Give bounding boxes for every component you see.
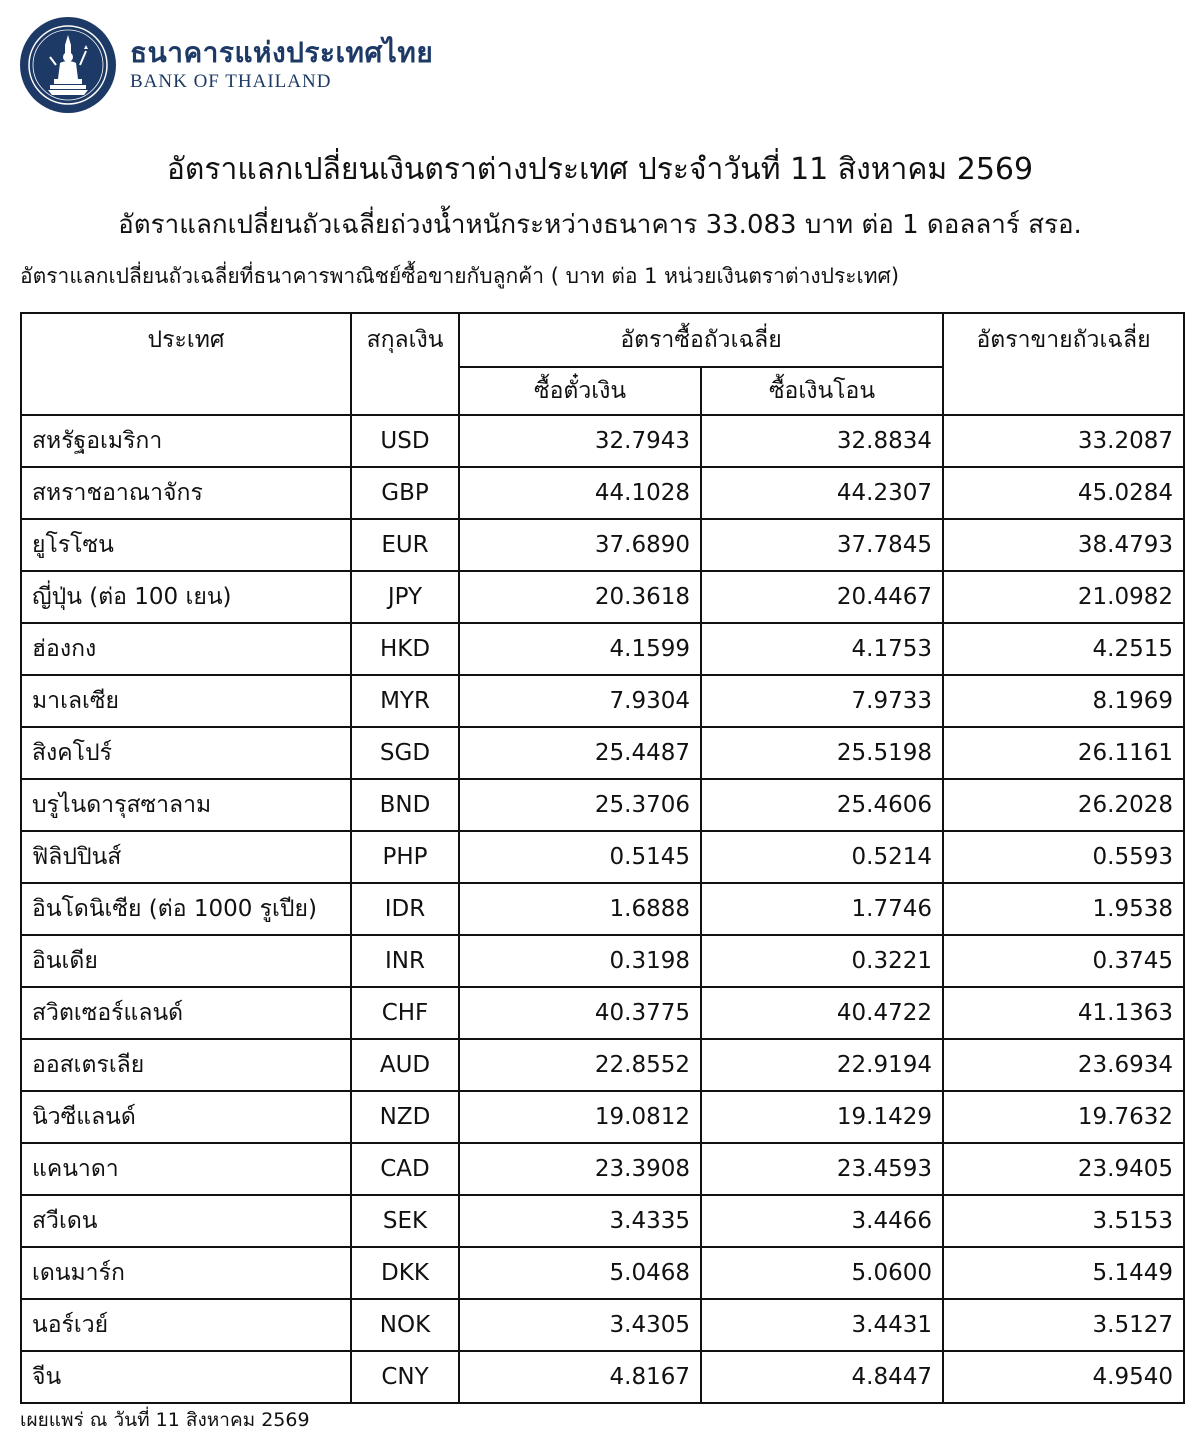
buy-transfer-cell: 0.3221 [701, 935, 943, 987]
buy-notes-cell: 4.1599 [459, 623, 701, 675]
sell-rate-cell: 41.1363 [943, 987, 1184, 1039]
published-date: เผยแพร่ ณ วันที่ 11 สิงหาคม 2569 [20, 1409, 310, 1431]
table-row [21, 883, 1184, 935]
table-row [21, 675, 1184, 727]
buy-transfer-cell: 3.4466 [701, 1195, 943, 1247]
sell-rate-cell: 8.1969 [943, 675, 1184, 727]
buy-transfer-cell: 20.4467 [701, 571, 943, 623]
sell-rate-cell: 26.2028 [943, 779, 1184, 831]
sell-rate-cell: 45.0284 [943, 467, 1184, 519]
currency-code-cell: CNY [351, 1351, 459, 1403]
currency-code-cell: AUD [351, 1039, 459, 1091]
buy-transfer-cell: 3.4431 [701, 1299, 943, 1351]
currency-code-cell: USD [351, 415, 459, 467]
table-row [21, 1091, 1184, 1143]
buy-notes-cell: 3.4305 [459, 1299, 701, 1351]
table-row [21, 831, 1184, 883]
table-row [21, 623, 1184, 675]
sell-rate-cell: 0.5593 [943, 831, 1184, 883]
buy-notes-cell: 19.0812 [459, 1091, 701, 1143]
buy-notes-cell: 20.3618 [459, 571, 701, 623]
table-row [21, 1247, 1184, 1299]
buy-notes-cell: 25.3706 [459, 779, 701, 831]
country-cell: ฟิลิปปินส์ [21, 831, 351, 883]
table-row [21, 779, 1184, 831]
header-currency: สกุลเงิน [351, 313, 459, 415]
table-row [21, 987, 1184, 1039]
table-note: อัตราแลกเปลี่ยนถัวเฉลี่ยที่ธนาคารพาณิชย์ซื้อขายกับลูกค้า ( บาท ต่อ 1 หน่วยเงินตราต่างประเทศ) [20, 264, 900, 288]
header-buying-average: อัตราซื้อถัวเฉลี่ย [459, 313, 943, 367]
buy-transfer-cell: 37.7845 [701, 519, 943, 571]
bank-name-english: BANK OF THAILAND [130, 71, 332, 92]
sell-rate-cell: 38.4793 [943, 519, 1184, 571]
buy-notes-cell: 0.3198 [459, 935, 701, 987]
currency-code-cell: CAD [351, 1143, 459, 1195]
country-cell: เดนมาร์ก [21, 1247, 351, 1299]
header-buying-notes: ซื้อตั๋วเงิน [459, 367, 701, 415]
bank-of-thailand-seal-icon [20, 17, 116, 113]
buy-notes-cell: 5.0468 [459, 1247, 701, 1299]
interbank-rate-subtitle: อัตราแลกเปลี่ยนถัวเฉลี่ยถ่วงน้ำหนักระหว่างธนาคาร 33.083 บาท ต่อ 1 ดอลลาร์ สรอ. [118, 210, 1082, 240]
currency-code-cell: SGD [351, 727, 459, 779]
sell-rate-cell: 0.3745 [943, 935, 1184, 987]
country-cell: ญี่ปุ่น (ต่อ 100 เยน) [21, 571, 351, 623]
table-row [21, 519, 1184, 571]
currency-code-cell: SEK [351, 1195, 459, 1247]
buy-notes-cell: 32.7943 [459, 415, 701, 467]
buy-transfer-cell: 22.9194 [701, 1039, 943, 1091]
buy-transfer-cell: 1.7746 [701, 883, 943, 935]
buy-transfer-cell: 19.1429 [701, 1091, 943, 1143]
currency-code-cell: JPY [351, 571, 459, 623]
buy-transfer-cell: 7.9733 [701, 675, 943, 727]
buy-notes-cell: 22.8552 [459, 1039, 701, 1091]
buy-notes-cell: 4.8167 [459, 1351, 701, 1403]
country-cell: สิงคโปร์ [21, 727, 351, 779]
table-row [21, 1195, 1184, 1247]
buy-notes-cell: 23.3908 [459, 1143, 701, 1195]
currency-code-cell: INR [351, 935, 459, 987]
buy-notes-cell: 0.5145 [459, 831, 701, 883]
buy-transfer-cell: 23.4593 [701, 1143, 943, 1195]
country-cell: มาเลเซีย [21, 675, 351, 727]
sell-rate-cell: 33.2087 [943, 415, 1184, 467]
currency-code-cell: CHF [351, 987, 459, 1039]
currency-code-cell: BND [351, 779, 459, 831]
buy-transfer-cell: 44.2307 [701, 467, 943, 519]
sell-rate-cell: 3.5153 [943, 1195, 1184, 1247]
table-row [21, 935, 1184, 987]
country-cell: สหราชอาณาจักร [21, 467, 351, 519]
header-country: ประเทศ [21, 313, 351, 415]
sell-rate-cell: 4.9540 [943, 1351, 1184, 1403]
country-cell: อินเดีย [21, 935, 351, 987]
buy-transfer-cell: 4.8447 [701, 1351, 943, 1403]
bank-names [130, 36, 433, 94]
country-cell: อินโดนิเซีย (ต่อ 1000 รูเปีย) [21, 883, 351, 935]
buy-notes-cell: 40.3775 [459, 987, 701, 1039]
country-cell: ออสเตรเลีย [21, 1039, 351, 1091]
buy-notes-cell: 7.9304 [459, 675, 701, 727]
header-selling-average: อัตราขายถัวเฉลี่ย [943, 313, 1184, 415]
sell-rate-cell: 1.9538 [943, 883, 1184, 935]
currency-code-cell: NOK [351, 1299, 459, 1351]
buy-transfer-cell: 32.8834 [701, 415, 943, 467]
country-cell: สหรัฐอเมริกา [21, 415, 351, 467]
country-cell: จีน [21, 1351, 351, 1403]
buy-transfer-cell: 5.0600 [701, 1247, 943, 1299]
country-cell: บรูไนดารุสซาลาม [21, 779, 351, 831]
buy-notes-cell: 44.1028 [459, 467, 701, 519]
exchange-rate-rows [21, 415, 1184, 1403]
country-cell: แคนาดา [21, 1143, 351, 1195]
page-title: อัตราแลกเปลี่ยนเงินตราต่างประเทศ ประจำวันที่ 11 สิงหาคม 2569 [166, 152, 1034, 187]
sell-rate-cell: 4.2515 [943, 623, 1184, 675]
table-row [21, 571, 1184, 623]
sell-rate-cell: 5.1449 [943, 1247, 1184, 1299]
buy-transfer-cell: 25.4606 [701, 779, 943, 831]
table-row [21, 467, 1184, 519]
buy-notes-cell: 37.6890 [459, 519, 701, 571]
table-row [21, 1143, 1184, 1195]
buy-transfer-cell: 0.5214 [701, 831, 943, 883]
currency-code-cell: PHP [351, 831, 459, 883]
country-cell: นิวซีแลนด์ [21, 1091, 351, 1143]
bank-name-thai: ธนาคารแห่งประเทศไทย [130, 36, 434, 69]
currency-code-cell: IDR [351, 883, 459, 935]
table-row [21, 727, 1184, 779]
sell-rate-cell: 19.7632 [943, 1091, 1184, 1143]
buy-transfer-cell: 25.5198 [701, 727, 943, 779]
currency-code-cell: MYR [351, 675, 459, 727]
table-row [21, 1039, 1184, 1091]
sell-rate-cell: 21.0982 [943, 571, 1184, 623]
sell-rate-cell: 26.1161 [943, 727, 1184, 779]
table-row [21, 415, 1184, 467]
buy-transfer-cell: 40.4722 [701, 987, 943, 1039]
table-row [21, 1351, 1184, 1403]
sell-rate-cell: 23.6934 [943, 1039, 1184, 1091]
currency-code-cell: DKK [351, 1247, 459, 1299]
country-cell: ฮ่องกง [21, 623, 351, 675]
buy-transfer-cell: 4.1753 [701, 623, 943, 675]
buy-notes-cell: 1.6888 [459, 883, 701, 935]
country-cell: สวิตเซอร์แลนด์ [21, 987, 351, 1039]
currency-code-cell: GBP [351, 467, 459, 519]
sell-rate-cell: 23.9405 [943, 1143, 1184, 1195]
header-buying-transfer: ซื้อเงินโอน [701, 367, 943, 415]
table-row [21, 1299, 1184, 1351]
buy-notes-cell: 3.4335 [459, 1195, 701, 1247]
country-cell: สวีเดน [21, 1195, 351, 1247]
country-cell: นอร์เวย์ [21, 1299, 351, 1351]
buy-notes-cell: 25.4487 [459, 727, 701, 779]
bank-header [20, 10, 433, 120]
exchange-rate-table [20, 312, 1185, 1404]
currency-code-cell: NZD [351, 1091, 459, 1143]
sell-rate-cell: 3.5127 [943, 1299, 1184, 1351]
country-cell: ยูโรโซน [21, 519, 351, 571]
currency-code-cell: EUR [351, 519, 459, 571]
currency-code-cell: HKD [351, 623, 459, 675]
